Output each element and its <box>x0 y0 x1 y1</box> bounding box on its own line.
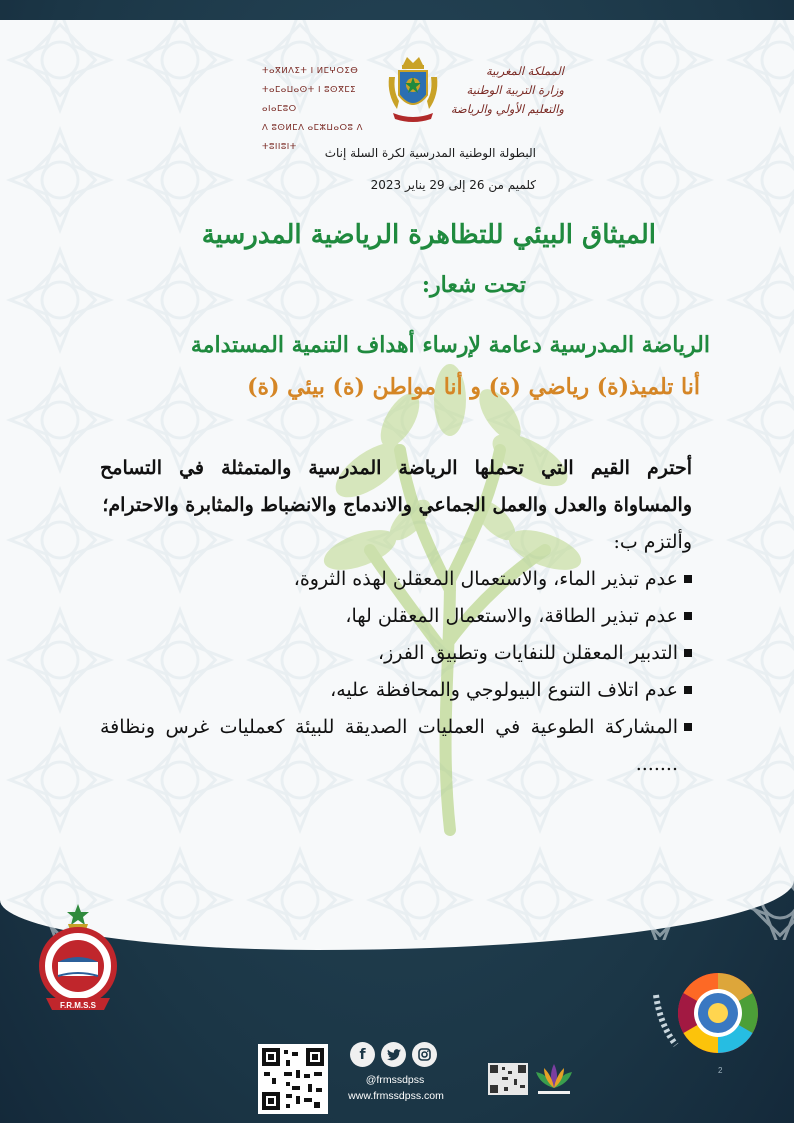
list-item-text: المشاركة الطوعية في العمليات الصديقة للبيئة كعمليات غرس ونظافة ....... <box>100 716 678 775</box>
values-paragraph: أحترم القيم التي تحملها الرياضة المدرسية والمتمثلة في التسامح والمساواة والعدل والعمل الجماعي والاندماج والانضباط والمثابرة والاحترام؛ <box>100 457 692 516</box>
ministry-ar-line-3: والتعليم الأولي والرياضة <box>450 102 564 116</box>
charter-title: الميثاق البيئي للتظاهرة الرياضية المدرسية <box>201 220 656 250</box>
championship-name: البطولة الوطنية المدرسية لكرة السلة إناث <box>324 146 536 160</box>
bullet-square-icon <box>684 723 692 731</box>
ministry-arabic-block <box>404 62 564 119</box>
list-item <box>100 672 692 709</box>
commitment-list <box>100 561 692 783</box>
lotus-logo-icon <box>532 1058 576 1098</box>
bullet-square-icon <box>684 612 692 620</box>
frmss-logo-icon <box>28 900 128 1020</box>
bullet-square-icon <box>684 649 692 657</box>
commitment-heading: وألتزم ب: <box>613 531 692 553</box>
social-links <box>350 1042 437 1067</box>
website-link[interactable]: www.frmssdpss.com <box>348 1090 444 1102</box>
facebook-icon[interactable]: f <box>350 1042 375 1067</box>
list-item <box>100 635 692 672</box>
ministry-tifinagh-block <box>262 62 392 157</box>
ministry-tz-line-3: ⴷ ⵓⵙⵍⵎⴷ ⴰⵎⵣⵡⴰⵔⵓ ⴷ ⵜⵓⵏⵏⵓⵏⵜ <box>262 123 363 152</box>
qr-code-icon[interactable] <box>258 1044 328 1114</box>
slogan-line-1: الرياضة المدرسية دعامة لإرساء أهداف التنمية المستدامة <box>190 332 710 358</box>
list-item-text: التدبير المعقلن للنفايات وتطبيق الفرز، <box>377 642 678 664</box>
charter-subtitle: تحت شعار: <box>421 272 526 298</box>
bullet-square-icon <box>684 686 692 694</box>
slogan-line-2: أنا تلميذ(ة) رياضي (ة) و أنا مواطن (ة) بيئي (ة) <box>247 374 700 400</box>
list-item-text: عدم تبذير الطاقة، والاستعمال المعقلن لها، <box>345 605 678 627</box>
instagram-icon[interactable] <box>412 1042 437 1067</box>
social-handle[interactable]: @frmssdpss <box>365 1074 425 1086</box>
sdg-wheel-logo-icon <box>648 965 768 1060</box>
ministry-ar-line-1: المملكة المغربية <box>485 64 564 78</box>
page-number: 2 <box>718 1066 723 1075</box>
small-qr-code-icon <box>488 1063 528 1095</box>
charter-body <box>100 450 692 783</box>
ministry-tz-line-2: ⵜⴰⵎⴰⵡⴰⵙⵜ ⵏ ⵓⵙⴳⵎⵉ ⴰⵏⴰⵎⵓⵔ <box>262 85 357 114</box>
list-item <box>100 561 692 598</box>
ministry-tz-line-1: ⵜⴰⴳⵍⴷⵉⵜ ⵏ ⵍⵎⵖⵔⵉⴱ <box>262 66 359 76</box>
bullet-square-icon <box>684 575 692 583</box>
list-item-text: عدم اتلاف التنوع البيولوجي والمحافظة عليه، <box>330 679 678 701</box>
event-dates: كلميم من 26 إلى 29 يناير 2023 <box>370 178 536 192</box>
twitter-icon[interactable] <box>381 1042 406 1067</box>
frmss-label: F.R.M.S.S <box>59 1001 97 1010</box>
list-item <box>100 709 692 783</box>
list-item <box>100 598 692 635</box>
ministry-ar-line-2: وزارة التربية الوطنية <box>466 83 564 97</box>
list-item-text: عدم تبذير الماء، والاستعمال المعقلن لهذه الثروة، <box>293 568 678 590</box>
